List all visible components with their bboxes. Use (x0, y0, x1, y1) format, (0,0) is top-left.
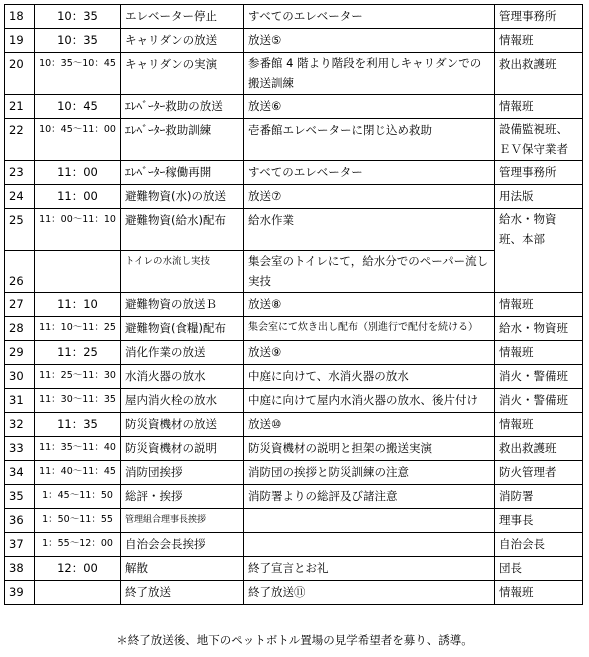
row-title: 防災資機材の説明 (121, 437, 244, 461)
row-content: 給水作業 (244, 209, 495, 251)
row-department: 用法版 (495, 185, 583, 209)
table-row (5, 413, 583, 437)
row-department: 消火・警備班 (495, 365, 583, 389)
row-department: 給水・物資班、本部 (495, 209, 583, 293)
table-row (5, 341, 583, 365)
table-row (5, 437, 583, 461)
row-content: 放送⑦ (244, 185, 495, 209)
row-department: 設備監視班、ＥＶ保守業者 (495, 119, 583, 161)
table-row (5, 5, 583, 29)
row-content: 放送⑩ (244, 413, 495, 437)
row-content: 消防署よりの総評及び諸注意 (244, 485, 495, 509)
row-department: 管理事務所 (495, 161, 583, 185)
row-number: 24 (5, 185, 35, 209)
row-content: 防災資機材の説明と担架の搬送実演 (244, 437, 495, 461)
row-number: 20 (5, 53, 35, 95)
row-title: ｴﾚﾍﾞｰﾀｰ救助訓練 (121, 119, 244, 161)
row-title: 自治会会長挨拶 (121, 533, 244, 557)
row-content: 放送⑧ (244, 293, 495, 317)
row-department: 団長 (495, 557, 583, 581)
row-number: 23 (5, 161, 35, 185)
row-department: 救出救護班 (495, 53, 583, 95)
row-content: 放送⑨ (244, 341, 495, 365)
table-row (5, 209, 583, 251)
row-time: 11：00 (35, 185, 121, 209)
table-row (5, 317, 583, 341)
row-time: 12：00 (35, 557, 121, 581)
row-content: 壱番館エレベーターに閉じ込め救助 (244, 119, 495, 161)
row-department: 自治会長 (495, 533, 583, 557)
row-number: 35 (5, 485, 35, 509)
row-department: 救出救護班 (495, 437, 583, 461)
table-row (5, 365, 583, 389)
row-title: 総評・挨拶 (121, 485, 244, 509)
row-time: 11：25 (35, 341, 121, 365)
row-title: エレベーター停止 (121, 5, 244, 29)
table-row (5, 557, 583, 581)
table-row (5, 161, 583, 185)
row-content: 集会室にて炊き出し配布（別進行で配付を続ける） (244, 317, 495, 341)
row-department: 理事長 (495, 509, 583, 533)
row-time: 11：25～11：30 (35, 365, 121, 389)
row-number: 26 (5, 251, 35, 293)
row-title: ｴﾚﾍﾞｰﾀｰ救助の放送 (121, 95, 244, 119)
table-row (5, 485, 583, 509)
row-content: 放送⑤ (244, 29, 495, 53)
row-number: 30 (5, 365, 35, 389)
row-number: 34 (5, 461, 35, 485)
row-time: 1：50～11：55 (35, 509, 121, 533)
row-title: 解散 (121, 557, 244, 581)
row-department: 情報班 (495, 293, 583, 317)
row-number: 29 (5, 341, 35, 365)
row-content: 参番館 4 階より階段を利用しキャリダンでの搬送訓練 (244, 53, 495, 95)
table-row (5, 53, 583, 95)
table-row (5, 461, 583, 485)
row-department: 情報班 (495, 29, 583, 53)
row-content: すべてのエレベーター (244, 161, 495, 185)
table-row (5, 533, 583, 557)
row-time: 11：10 (35, 293, 121, 317)
row-number: 25 (5, 209, 35, 251)
row-content: 放送⑥ (244, 95, 495, 119)
table-row (5, 293, 583, 317)
row-time: 11：35 (35, 413, 121, 437)
table-row (5, 29, 583, 53)
row-number: 32 (5, 413, 35, 437)
row-number: 37 (5, 533, 35, 557)
row-department: 消火・警備班 (495, 389, 583, 413)
table-row (5, 119, 583, 161)
row-number: 18 (5, 5, 35, 29)
row-title: キャリダンの放送 (121, 29, 244, 53)
table-row (5, 389, 583, 413)
row-content (244, 533, 495, 557)
row-number: 21 (5, 95, 35, 119)
row-number: 33 (5, 437, 35, 461)
footnote: ＊終了放送後、地下のペットボトル置場の見学希望者を募り、誘導。 (116, 633, 473, 647)
row-title: 避難物資(給水)配布 (121, 209, 244, 251)
row-title: トイレの水流し実技 (121, 251, 244, 293)
table-row (5, 581, 583, 605)
row-time: 10：35 (35, 29, 121, 53)
row-time (35, 251, 121, 293)
row-time: 11：00 (35, 161, 121, 185)
row-number: 19 (5, 29, 35, 53)
row-time: 10：45 (35, 95, 121, 119)
row-time: 1：55～12：00 (35, 533, 121, 557)
row-title: 消防団挨拶 (121, 461, 244, 485)
row-department: 消防署 (495, 485, 583, 509)
row-department: 情報班 (495, 413, 583, 437)
row-number: 27 (5, 293, 35, 317)
row-number: 39 (5, 581, 35, 605)
row-time: 11：35～11：40 (35, 437, 121, 461)
row-department: 防火管理者 (495, 461, 583, 485)
row-number: 38 (5, 557, 35, 581)
row-title: 水消火器の放水 (121, 365, 244, 389)
row-time: 11：30～11：35 (35, 389, 121, 413)
row-content: 中庭に向けて屋内水消火器の放水、後片付け (244, 389, 495, 413)
row-department: 情報班 (495, 95, 583, 119)
row-title: キャリダンの実演 (121, 53, 244, 95)
row-content: 集会室のトイレにて，給水分でのペーパー流し実技 (244, 251, 495, 293)
row-department: 給水・物資班 (495, 317, 583, 341)
row-department: 管理事務所 (495, 5, 583, 29)
row-time: 11：00～11：10 (35, 209, 121, 251)
row-title: 管理組合理事長挨拶 (121, 509, 244, 533)
row-content: 中庭に向けて、水消火器の放水 (244, 365, 495, 389)
row-time: 10：45～11：00 (35, 119, 121, 161)
row-department: 情報班 (495, 341, 583, 365)
row-title: 消化作業の放送 (121, 341, 244, 365)
row-time: 10：35 (35, 5, 121, 29)
row-content: 消防団の挨拶と防災訓練の注意 (244, 461, 495, 485)
row-title: 避難物資(水)の放送 (121, 185, 244, 209)
row-title: 屋内消火栓の放水 (121, 389, 244, 413)
row-content: 終了放送⑪ (244, 581, 495, 605)
row-number: 36 (5, 509, 35, 533)
table-row (5, 95, 583, 119)
row-title: 避難物資(食糧)配布 (121, 317, 244, 341)
row-content (244, 509, 495, 533)
row-content: すべてのエレベーター (244, 5, 495, 29)
table-row (5, 185, 583, 209)
row-department: 情報班 (495, 581, 583, 605)
row-title: 避難物資の放送Ｂ (121, 293, 244, 317)
row-title: 防災資機材の放送 (121, 413, 244, 437)
row-number: 28 (5, 317, 35, 341)
row-title: 終了放送 (121, 581, 244, 605)
row-time: 11：40～11：45 (35, 461, 121, 485)
row-title: ｴﾚﾍﾞｰﾀｰ稼働再開 (121, 161, 244, 185)
row-number: 31 (5, 389, 35, 413)
row-time: 1：45～11：50 (35, 485, 121, 509)
table-row (5, 509, 583, 533)
row-time (35, 581, 121, 605)
row-time: 10：35～10：45 (35, 53, 121, 95)
row-content: 終了宣言とお礼 (244, 557, 495, 581)
row-time: 11：10～11：25 (35, 317, 121, 341)
row-number: 22 (5, 119, 35, 161)
schedule-table (4, 4, 583, 605)
